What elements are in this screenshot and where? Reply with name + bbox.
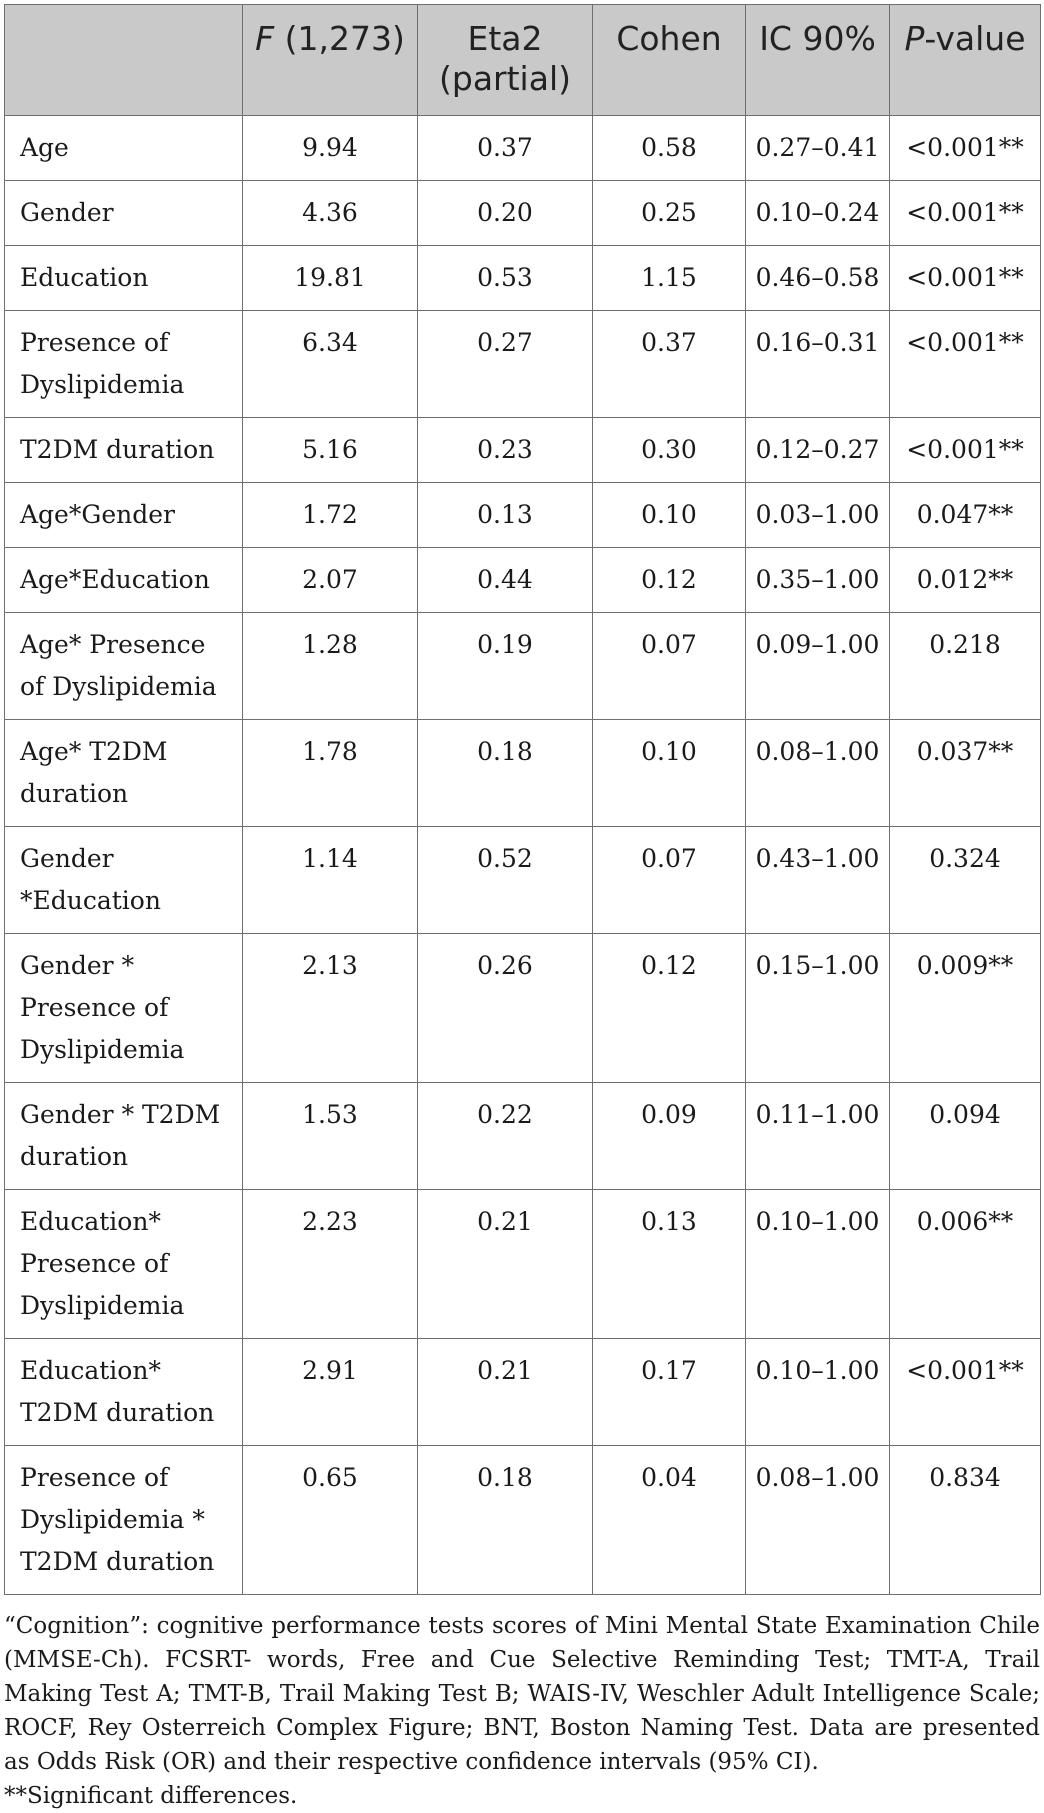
header-ic-90-text: IC 90%	[759, 19, 876, 58]
cell-eta2: 0.18	[418, 720, 593, 827]
cell-cohen: 0.10	[593, 720, 746, 827]
cell-eta2: 0.21	[418, 1190, 593, 1339]
cell-p-value: 0.324	[890, 827, 1041, 934]
cell-ic-90: 0.16–0.31	[746, 311, 890, 418]
table-container	[4, 4, 1040, 1813]
cell-cohen: 0.09	[593, 1083, 746, 1190]
table-row	[5, 1190, 1041, 1339]
cell-f-statistic: 2.13	[243, 934, 418, 1083]
cell-f-statistic: 2.07	[243, 548, 418, 613]
cell-eta2: 0.23	[418, 418, 593, 483]
table-row	[5, 613, 1041, 720]
table-row	[5, 483, 1041, 548]
footnote-abbreviations: “Cognition”: cognitive performance tests scores of Mini Mental State Examination Chile (MMSE-Ch). FCSRT- words, Free and Cue Selective Reminding Test; TMT-A, Trail Making Test A; TMT-B, Trail Making Test B; WAIS-IV, Weschler Adult Intelligence Scale; ROCF, Rey Osterreich Complex Figure; BNT, Boston Naming Test. Data are presented as Odds Risk (OR) and their respective confidence intervals (95% CI).	[4, 1613, 1040, 1775]
table-row	[5, 1339, 1041, 1446]
cell-variable: Gender	[5, 181, 243, 246]
table-row	[5, 1083, 1041, 1190]
cell-variable: Presence of Dyslipidemia	[5, 311, 243, 418]
header-p-value	[890, 5, 1041, 116]
cell-ic-90: 0.12–0.27	[746, 418, 890, 483]
table-row	[5, 246, 1041, 311]
header-p-value-text: -value	[924, 19, 1026, 58]
cell-ic-90: 0.03–1.00	[746, 483, 890, 548]
cell-eta2: 0.27	[418, 311, 593, 418]
cell-eta2: 0.44	[418, 548, 593, 613]
cell-variable: Gender * Presence of Dyslipidemia	[5, 934, 243, 1083]
cell-p-value: <0.001**	[890, 311, 1041, 418]
cell-f-statistic: 19.81	[243, 246, 418, 311]
cell-p-value: 0.218	[890, 613, 1041, 720]
cell-f-statistic: 1.14	[243, 827, 418, 934]
cell-ic-90: 0.10–1.00	[746, 1190, 890, 1339]
cell-f-statistic: 1.72	[243, 483, 418, 548]
cell-p-value: <0.001**	[890, 116, 1041, 181]
cell-f-statistic: 1.53	[243, 1083, 418, 1190]
header-eta2-partial	[418, 5, 593, 116]
cell-cohen: 0.12	[593, 934, 746, 1083]
cell-f-statistic: 2.23	[243, 1190, 418, 1339]
cell-p-value: 0.094	[890, 1083, 1041, 1190]
header-p-value-italic: P	[904, 19, 925, 58]
cell-variable: Gender * T2DM duration	[5, 1083, 243, 1190]
table-row	[5, 548, 1041, 613]
cell-ic-90: 0.27–0.41	[746, 116, 890, 181]
header-f-statistic-text: (1,273)	[274, 19, 405, 58]
table-footnotes	[4, 1609, 1040, 1813]
cell-eta2: 0.18	[418, 1446, 593, 1595]
cell-cohen: 0.07	[593, 613, 746, 720]
cell-ic-90: 0.09–1.00	[746, 613, 890, 720]
cell-f-statistic: 1.78	[243, 720, 418, 827]
cell-cohen: 0.25	[593, 181, 746, 246]
cell-f-statistic: 9.94	[243, 116, 418, 181]
header-f-statistic	[243, 5, 418, 116]
header-cohen	[593, 5, 746, 116]
table-row	[5, 827, 1041, 934]
cell-p-value: 0.009**	[890, 934, 1041, 1083]
header-variable	[5, 5, 243, 116]
cell-p-value: 0.047**	[890, 483, 1041, 548]
table-row	[5, 1446, 1041, 1595]
cell-cohen: 0.58	[593, 116, 746, 181]
cell-variable: Presence of Dyslipidemia * T2DM duration	[5, 1446, 243, 1595]
cell-cohen: 0.04	[593, 1446, 746, 1595]
cell-eta2: 0.19	[418, 613, 593, 720]
cell-variable: Age*Gender	[5, 483, 243, 548]
table-row	[5, 720, 1041, 827]
cell-p-value: <0.001**	[890, 181, 1041, 246]
cell-variable: Education	[5, 246, 243, 311]
cell-p-value: <0.001**	[890, 418, 1041, 483]
cell-eta2: 0.20	[418, 181, 593, 246]
cell-cohen: 0.37	[593, 311, 746, 418]
cell-ic-90: 0.10–0.24	[746, 181, 890, 246]
cell-f-statistic: 5.16	[243, 418, 418, 483]
cell-variable: T2DM duration	[5, 418, 243, 483]
cell-f-statistic: 1.28	[243, 613, 418, 720]
cell-p-value: 0.037**	[890, 720, 1041, 827]
cell-ic-90: 0.10–1.00	[746, 1339, 890, 1446]
cell-ic-90: 0.35–1.00	[746, 548, 890, 613]
cell-variable: Age*Education	[5, 548, 243, 613]
header-f-statistic-italic: F	[255, 19, 275, 58]
cell-variable: Age	[5, 116, 243, 181]
cell-eta2: 0.22	[418, 1083, 593, 1190]
cell-variable: Education* Presence of Dyslipidemia	[5, 1190, 243, 1339]
table-row	[5, 934, 1041, 1083]
cell-ic-90: 0.08–1.00	[746, 720, 890, 827]
header-row	[5, 5, 1041, 116]
cell-ic-90: 0.46–0.58	[746, 246, 890, 311]
cell-cohen: 0.12	[593, 548, 746, 613]
cell-eta2: 0.53	[418, 246, 593, 311]
header-cohen-text: Cohen	[616, 19, 722, 58]
cell-eta2: 0.21	[418, 1339, 593, 1446]
cell-eta2: 0.13	[418, 483, 593, 548]
cell-ic-90: 0.08–1.00	[746, 1446, 890, 1595]
cell-variable: Age* T2DM duration	[5, 720, 243, 827]
cell-variable: Age* Presence of Dyslipidemia	[5, 613, 243, 720]
cell-cohen: 0.07	[593, 827, 746, 934]
cell-f-statistic: 4.36	[243, 181, 418, 246]
cell-p-value: 0.006**	[890, 1190, 1041, 1339]
cell-variable: Education* T2DM duration	[5, 1339, 243, 1446]
cell-f-statistic: 0.65	[243, 1446, 418, 1595]
cell-variable: Gender *Education	[5, 827, 243, 934]
cell-f-statistic: 2.91	[243, 1339, 418, 1446]
cell-eta2: 0.37	[418, 116, 593, 181]
cell-cohen: 0.30	[593, 418, 746, 483]
table-header	[5, 5, 1041, 116]
header-ic-90	[746, 5, 890, 116]
table-row	[5, 116, 1041, 181]
cell-cohen: 1.15	[593, 246, 746, 311]
cell-ic-90: 0.15–1.00	[746, 934, 890, 1083]
cell-p-value: <0.001**	[890, 1339, 1041, 1446]
footnote-significance: **Significant differences.	[4, 1783, 298, 1809]
cell-ic-90: 0.43–1.00	[746, 827, 890, 934]
cell-eta2: 0.26	[418, 934, 593, 1083]
cell-eta2: 0.52	[418, 827, 593, 934]
table-row	[5, 418, 1041, 483]
cell-f-statistic: 6.34	[243, 311, 418, 418]
table-body	[5, 116, 1041, 1595]
cell-p-value: 0.834	[890, 1446, 1041, 1595]
cell-p-value: 0.012**	[890, 548, 1041, 613]
statistics-table	[4, 4, 1041, 1595]
cell-p-value: <0.001**	[890, 246, 1041, 311]
header-eta2-partial-text: Eta2 (partial)	[439, 19, 571, 98]
cell-ic-90: 0.11–1.00	[746, 1083, 890, 1190]
cell-cohen: 0.10	[593, 483, 746, 548]
table-row	[5, 181, 1041, 246]
cell-cohen: 0.13	[593, 1190, 746, 1339]
table-row	[5, 311, 1041, 418]
cell-cohen: 0.17	[593, 1339, 746, 1446]
